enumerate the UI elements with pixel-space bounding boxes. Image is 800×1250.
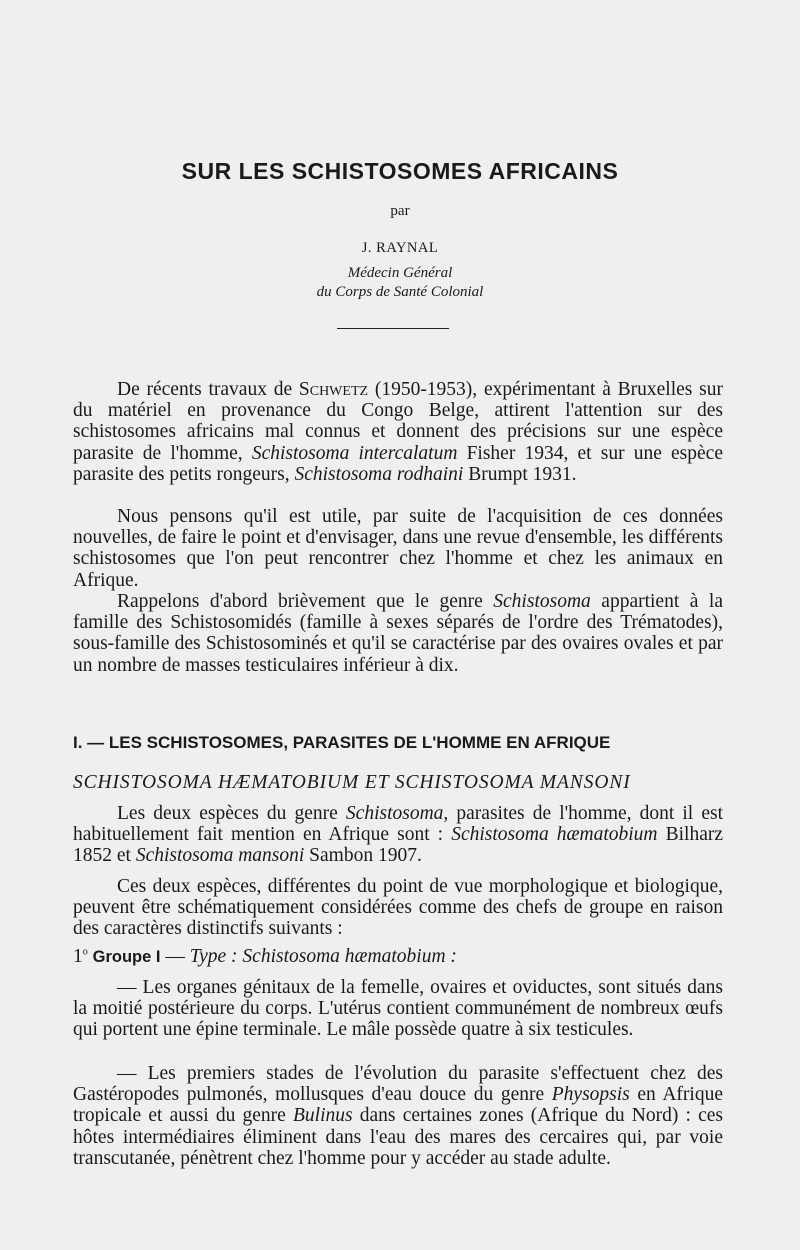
text-run: Schistosoma mansoni: [135, 845, 305, 867]
group-paragraph-1: [73, 977, 723, 1041]
text-run: Bulinus: [293, 1105, 353, 1127]
group-paragraph-2: [73, 1063, 723, 1169]
text-run: Ces deux espèces, différentes du point de vue morphologique et biologique, peuvent être schématiquement considérées comme des chefs de groupe en raison des caractères distinctifs suivants :: [73, 876, 723, 940]
text-run: Schistosoma rodhaini: [294, 463, 464, 485]
text-run: (1950-1953), expérimentant à Bruxelles sur du matériel en provenance du Congo Belge, attirent l'attention sur des schistosomes africains mal connus et donnent des précisions sur une espèce parasite de l'homme,: [73, 379, 723, 464]
text-run: Les deux espèces du genre: [117, 803, 346, 824]
text-run: Brumpt 1931.: [463, 463, 577, 485]
author-affiliation-line1: Médecin Général: [347, 265, 453, 281]
text-run: Schistosoma hæmatobium: [451, 824, 658, 846]
group-dash: —: [160, 946, 190, 967]
author-name: J. RAYNAL: [361, 240, 439, 256]
section-paragraph-2: [73, 876, 723, 940]
text-run: en Afrique tropicale et aussi du genre: [73, 1084, 723, 1127]
group-type: Type : Schistosoma hæmatobium :: [189, 946, 457, 967]
group-number: 1: [73, 946, 83, 967]
group-degree: o: [82, 946, 88, 958]
text-run: appartient à la famille des Schistosomidés (famille à sexes séparés de l'ordre des Trématodes), sous-famille des Schistosominés et qu'il se caractérise par des ovaires ovales et par un nombre de masses testiculaires inférieur à dix.: [73, 591, 723, 676]
text-run: parasites de l'homme, dont il est habituellement fait mention en Afrique sont :: [73, 803, 723, 846]
text-run: Schistosoma,: [345, 803, 449, 824]
section-subheading: SCHISTOSOMA HÆMATOBIUM ET SCHISTOSOMA MANSONI: [73, 772, 631, 793]
title-divider: [337, 328, 449, 329]
section-heading: I. — LES SCHISTOSOMES, PARASITES DE L'HOMME EN AFRIQUE: [73, 733, 611, 752]
intro-paragraph-3: [73, 591, 723, 676]
intro-paragraph-1: [73, 379, 723, 485]
text-run: Fisher 1934, et sur une espèce parasite des petits rongeurs,: [73, 442, 723, 485]
author-affiliation-line2: du Corps de Santé Colonial: [316, 284, 484, 300]
text-run: Rappelons d'abord brièvement que le genre: [117, 591, 494, 612]
byline: par: [390, 203, 410, 219]
text-run: Schwetz: [298, 379, 369, 400]
intro-paragraph-2: [73, 506, 723, 591]
text-run: Nous pensons qu'il est utile, par suite de l'acquisition de ces données nouvelles, de faire le point et d'envisager, dans une revue d'ensemble, les différents schistosomes que l'on peut rencontrer chez l'homme et chez les animaux en Afrique.: [73, 506, 723, 591]
text-run: — Les premiers stades de l'évolution du parasite s'effectuent chez des Gastéropodes pulmonés, mollusques d'eau douce du genre: [73, 1063, 723, 1106]
article-title: SUR LES SCHISTOSOMES AFRICAINS: [181, 158, 619, 184]
text-run: Physopsis: [551, 1084, 630, 1106]
group-heading: [73, 946, 457, 968]
group-label: Groupe I: [92, 948, 161, 966]
text-run: dans certaines zones (Afrique du Nord) : ces hôtes intermédiaires éliminent dans l'eau des mares des cercaires qui, par voie transcutanée, pénètrent chez l'homme pour y accéder au stade adulte.: [73, 1105, 723, 1169]
text-run: — Les organes génitaux de la femelle, ovaires et oviductes, sont situés dans la moitié postérieure du corps. L'utérus contient communément de nombreux œufs qui portent une épine terminale. Le mâle possède quatre à six testicules.: [73, 977, 723, 1041]
text-run: Bilharz 1852 et: [73, 824, 723, 867]
text-run: Schistosoma: [493, 591, 591, 612]
text-run: De récents travaux de: [117, 379, 299, 400]
section-paragraph-1: [73, 803, 723, 867]
text-run: Schistosoma intercalatum: [251, 442, 458, 464]
text-run: Sambon 1907.: [304, 845, 422, 867]
